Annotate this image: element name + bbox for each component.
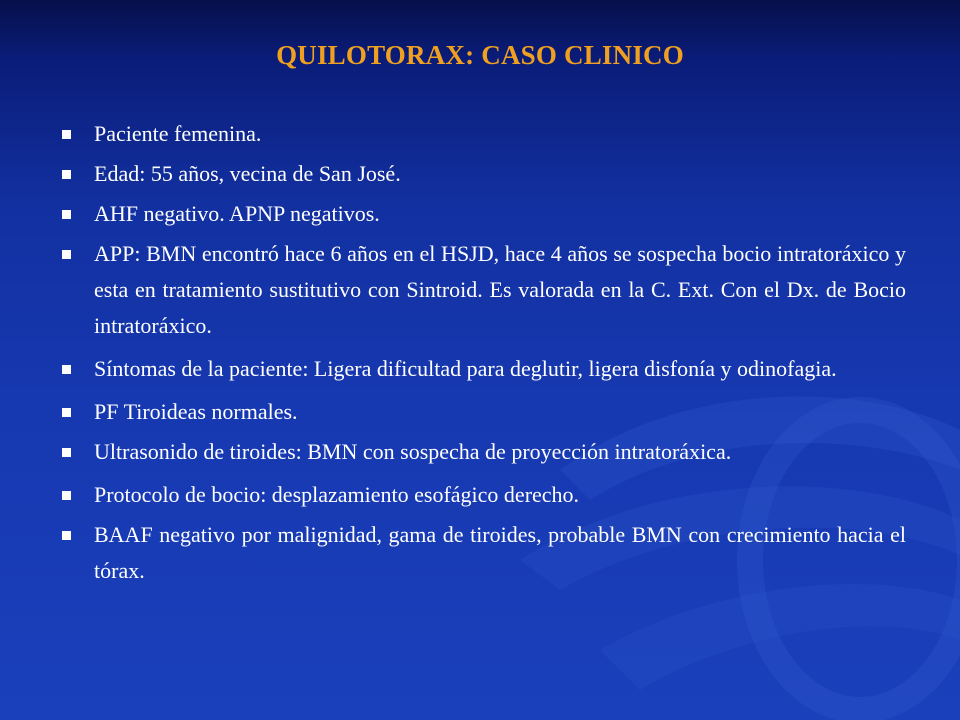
bullet-item-app xyxy=(60,236,906,344)
bullet-text: Paciente femenina. xyxy=(94,121,262,146)
bullet-item-symptoms xyxy=(60,351,906,387)
bullet-item-baaf xyxy=(60,517,906,589)
bullet-text: Protocolo de bocio: desplazamiento esofágico derecho. xyxy=(94,482,580,507)
square-bullet-icon xyxy=(62,531,71,540)
bullet-text: PF Tiroideas normales. xyxy=(94,399,298,424)
bullet-item-ahf xyxy=(60,196,906,232)
square-bullet-icon xyxy=(62,130,71,139)
bullet-text: AHF negativo. APNP negativos. xyxy=(94,201,380,226)
bullet-item-age xyxy=(60,156,906,192)
bullet-list xyxy=(60,116,906,593)
bullet-text: APP: BMN encontró hace 6 años en el HSJD, hace 4 años se sospecha bocio intratoráxico y esta en tratamiento sustitutivo con Sintroid. Es valorada en la C. Ext. Con el Dx. de Bocio intratoráxico. xyxy=(94,241,906,338)
square-bullet-icon xyxy=(62,250,71,259)
slide-title: QUILOTORAX: CASO CLINICO xyxy=(276,40,684,70)
square-bullet-icon xyxy=(62,448,71,457)
square-bullet-icon xyxy=(62,170,71,179)
square-bullet-icon xyxy=(62,365,71,374)
bullet-item-pf-thyroid xyxy=(60,394,906,430)
bullet-text: Síntomas de la paciente: Ligera dificultad para deglutir, ligera disfonía y odinofagia. xyxy=(94,356,837,381)
bullet-item-ultrasound xyxy=(60,434,906,470)
bullet-text: Ultrasonido de tiroides: BMN con sospecha de proyección intratoráxica. xyxy=(94,439,732,464)
square-bullet-icon xyxy=(62,408,71,417)
square-bullet-icon xyxy=(62,210,71,219)
bullet-text: BAAF negativo por malignidad, gama de tiroides, probable BMN con crecimiento hacia el tórax. xyxy=(94,522,906,583)
bullet-text: Edad: 55 años, vecina de San José. xyxy=(94,161,401,186)
bullet-item-patient xyxy=(60,116,906,152)
square-bullet-icon xyxy=(62,491,71,500)
bullet-item-protocol xyxy=(60,477,906,513)
